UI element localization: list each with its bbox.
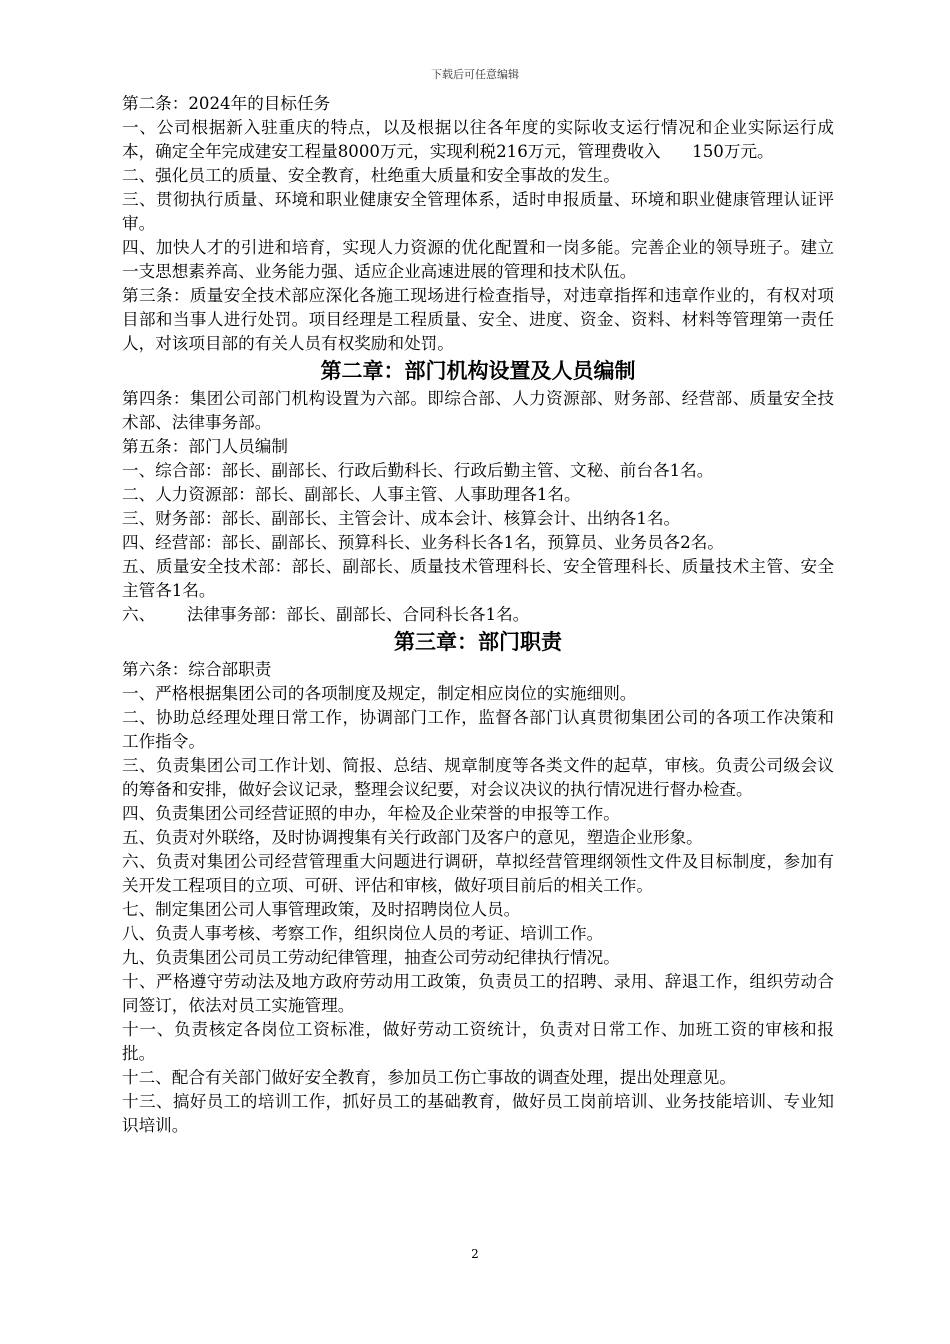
paragraph: 九、负责集团公司员工劳动纪律管理，抽查公司劳动纪律执行情况。 — [122, 948, 620, 967]
paragraph: 十、严格遵守劳动法及地方政府劳动用工政策，负责员工的招聘、录用、辞退工作，组织劳动合同签订，依法对员工实施管理。 — [122, 972, 834, 1015]
paragraph: 第四条：集团公司部门机构设置为六部。即综合部、人力资源部、财务部、经营部、质量安全技术部、法律事务部。 — [122, 389, 834, 432]
paragraph: 十二、配合有关部门做好安全教育，参加员工伤亡事故的调查处理，提出处理意见。 — [122, 1068, 736, 1087]
paragraph: 第二条：2024年的目标任务 — [122, 94, 331, 113]
paragraph: 六、 法律事务部：部长、副部长、合同科长各1名。 — [122, 605, 530, 624]
paragraph: 四、加快人才的引进和培育，实现人力资源的优化配置和一岗多能。完善企业的领导班子。建立一支思想素养高、业务能力强、适应企业高速进展的管理和技术队伍。 — [122, 238, 834, 281]
page-header: 下载后可任意编辑 — [431, 68, 519, 81]
paragraph: 三、财务部：部长、副部长、主管会计、成本会计、核算会计、出纳各1名。 — [122, 509, 681, 528]
paragraph: 十一、负责核定各岗位工资标准，做好劳动工资统计，负责对日常工作、加班工资的审核和报批。 — [122, 1020, 834, 1063]
paragraph: 二、协助总经理处理日常工作，协调部门工作，监督各部门认真贯彻集团公司的各项工作决策和工作指令。 — [122, 708, 834, 751]
paragraph: 三、负责集团公司工作计划、简报、总结、规章制度等各类文件的起草，审核。负责公司级会议的筹备和安排，做好会议记录，整理会议纪要，对会议决议的执行情况进行督办检查。 — [122, 756, 834, 799]
paragraph: 四、负责集团公司经营证照的申办，年检及企业荣誉的申报等工作。 — [122, 804, 620, 823]
paragraph: 第六条：综合部职责 — [122, 660, 272, 679]
paragraph: 二、人力资源部：部长、副部长、人事主管、人事助理各1名。 — [122, 485, 581, 504]
paragraph: 第三条：质量安全技术部应深化各施工现场进行检查指导，对违章指挥和违章作业的，有权对项目部和当事人进行处罚。项目经理是工程质量、安全、进度、资金、资料、材料等管理第一责任人，对该项目部的有关人员有权奖励和处罚。 — [122, 286, 834, 353]
paragraph: 一、公司根据新入驻重庆的特点，以及根据以往各年度的实际收支运行情况和企业实际运行成本，确定全年完成建安工程量8000万元，实现利税216万元，管理费收入 150万元。 — [122, 118, 834, 161]
paragraph: 一、综合部：部长、副部长、行政后勤科长、行政后勤主管、文秘、前台各1名。 — [122, 461, 714, 480]
paragraph: 四、经营部：部长、副部长、预算科长、业务科长各1名，预算员、业务员各2名。 — [122, 533, 724, 552]
paragraph: 五、质量安全技术部：部长、副部长、质量技术管理科长、安全管理科长、质量技术主管、安全主管各1名。 — [122, 557, 834, 600]
page-number: 2 — [471, 1247, 479, 1261]
chapter-heading: 第三章：部门职责 — [394, 630, 562, 654]
paragraph: 八、负责人事考核、考察工作，组织岗位人员的考证、培训工作。 — [122, 924, 604, 943]
paragraph: 十三、搞好员工的培训工作，抓好员工的基础教育，做好员工岗前培训、业务技能培训、专业知识培训。 — [122, 1092, 834, 1135]
paragraph: 一、严格根据集团公司的各项制度及规定，制定相应岗位的实施细则。 — [122, 684, 637, 703]
paragraph: 七、制定集团公司人事管理政策，及时招聘岗位人员。 — [122, 900, 521, 919]
paragraph: 二、强化员工的质量、安全教育，杜绝重大质量和安全事故的发生。 — [122, 166, 620, 185]
paragraph: 第五条：部门人员编制 — [122, 437, 288, 456]
document-body — [122, 92, 834, 1138]
chapter-heading: 第二章：部门机构设置及人员编制 — [320, 359, 636, 383]
paragraph: 五、负责对外联络，及时协调搜集有关行政部门及客户的意见，塑造企业形象。 — [122, 828, 703, 847]
paragraph: 六、负责对集团公司经营管理重大问题进行调研，草拟经营管理纲领性文件及目标制度，参加有关开发工程项目的立项、可研、评估和审核，做好项目前后的相关工作。 — [122, 852, 834, 895]
paragraph: 三、贯彻执行质量、环境和职业健康安全管理体系，适时申报质量、环境和职业健康管理认证评审。 — [122, 190, 834, 233]
